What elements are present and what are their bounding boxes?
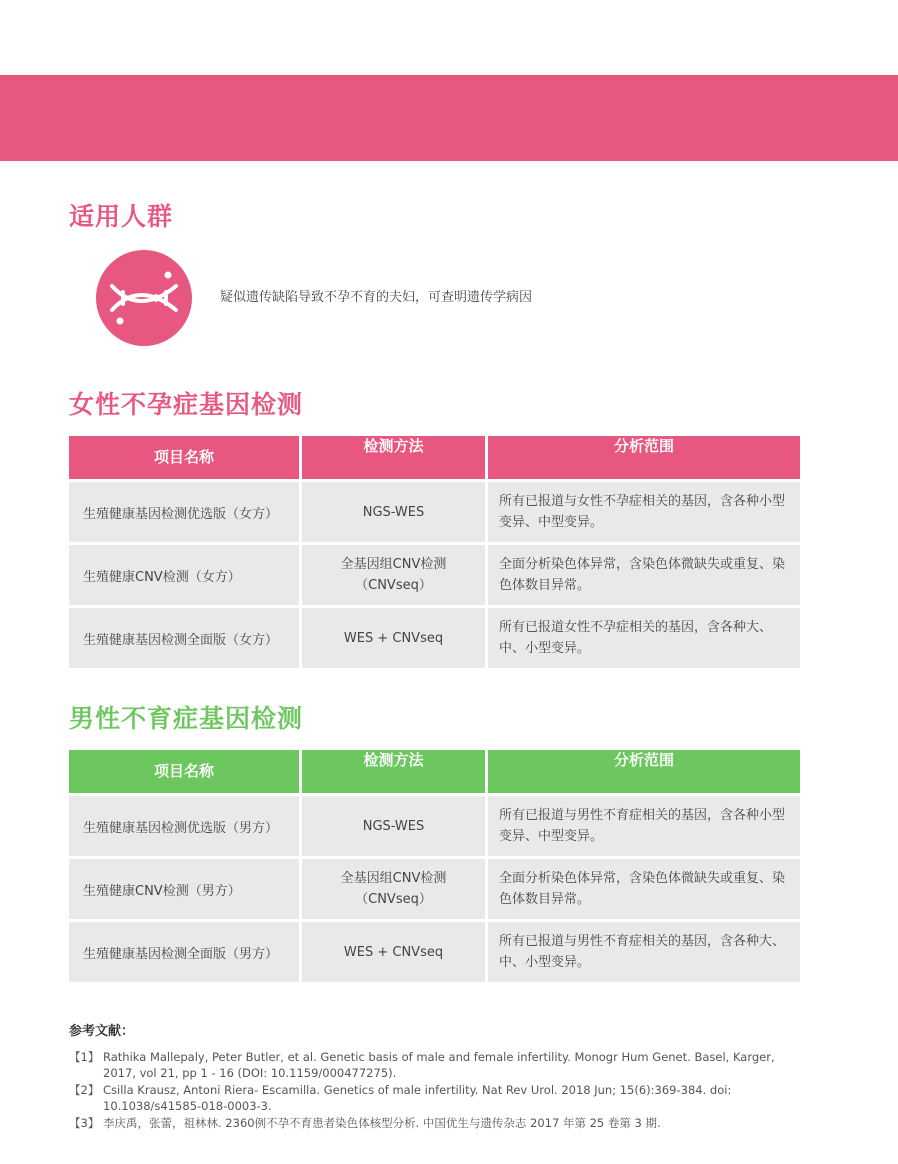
dna-icon (96, 250, 192, 346)
cell-name: 生殖健康基因检测全面版（女方） (69, 608, 299, 668)
cell-name: 生殖健康CNV检测（男方） (69, 859, 299, 919)
table-row (69, 482, 800, 542)
cell-range: 所有已报道与男性不育症相关的基因，含各种小型变异、中型变异。 (488, 796, 800, 856)
reference-item (69, 1082, 809, 1114)
method-line: WES + CNVseq (343, 630, 444, 646)
references-title: 参考文献： (69, 1024, 135, 1039)
audience-title: 适用人群 (69, 202, 174, 231)
reference-number: 【1】 (69, 1050, 100, 1064)
female-section-title: 女性不孕症基因检测 (69, 390, 304, 419)
cell-name: 生殖健康基因检测优选版（男方） (69, 796, 299, 856)
cell-name: 生殖健康基因检测全面版（男方） (69, 922, 299, 982)
cell-range: 所有已报道与女性不孕症相关的基因，含各种小型变异、中型变异。 (488, 482, 800, 542)
reference-text: Csilla Krausz, Antoni Riera- Escamilla. Genetics of male infertility. Nat Rev Urol. 2018 Jun; 15(6):369-384. doi: 10.1038/s41585-018-0003-3. (103, 1083, 732, 1113)
male-table (69, 750, 800, 982)
top-banner (0, 75, 898, 161)
reference-text: Rathika Mallepaly, Peter Butler, et al. Genetic basis of male and female infertility. Monogr Hum Genet. Basel, Karger, 2017, vol 21, pp 1 - 16 (DOI: 10.1159/000477275). (103, 1050, 775, 1080)
reference-item (69, 1049, 809, 1081)
cell-name: 生殖健康CNV检测（女方） (69, 545, 299, 605)
header-range: 分析范围 (488, 436, 800, 479)
table-header (69, 436, 800, 479)
header-range: 分析范围 (488, 750, 800, 793)
header-project-name: 项目名称 (69, 436, 299, 479)
cell-method (302, 922, 485, 982)
table-row (69, 545, 800, 605)
reference-number: 【2】 (69, 1083, 100, 1097)
header-project-name: 项目名称 (69, 750, 299, 793)
method-line-2: （CNVseq） (355, 892, 432, 907)
cell-range: 全面分析染色体异常，含染色体微缺失或重复、染色体数目异常。 (488, 859, 800, 919)
male-section-title: 男性不育症基因检测 (69, 704, 304, 733)
table-row (69, 608, 800, 668)
method-line: NGS-WES (362, 818, 425, 834)
method-line: NGS-WES (362, 504, 425, 520)
cell-method (302, 608, 485, 668)
method-line: 全基因组CNV检测 (340, 557, 447, 572)
audience-block (96, 250, 756, 346)
cell-range: 所有已报道女性不孕症相关的基因，含各种大、中、小型变异。 (488, 608, 800, 668)
female-table (69, 436, 800, 668)
cell-method (302, 859, 485, 919)
reference-text: 李庆禹，张蕾，祖林林. 2360例不孕不育患者染色体核型分析. 中国优生与遗传杂志 2017 年第 25 卷第 3 期. (103, 1116, 661, 1130)
reference-number: 【3】 (69, 1116, 100, 1130)
cell-method (302, 545, 485, 605)
method-line: WES + CNVseq (343, 944, 444, 960)
cell-name: 生殖健康基因检测优选版（女方） (69, 482, 299, 542)
table-row (69, 859, 800, 919)
table-header (69, 750, 800, 793)
header-method: 检测方法 (302, 750, 485, 793)
cell-range: 所有已报道与男性不育症相关的基因，含各种大、中、小型变异。 (488, 922, 800, 982)
references (69, 1020, 809, 1132)
table-row (69, 796, 800, 856)
header-method: 检测方法 (302, 436, 485, 479)
method-line: 全基因组CNV检测 (340, 871, 447, 886)
table-row (69, 922, 800, 982)
reference-item (69, 1115, 809, 1131)
cell-range: 全面分析染色体异常，含染色体微缺失或重复、染色体数目异常。 (488, 545, 800, 605)
method-line-2: （CNVseq） (355, 578, 432, 593)
cell-method (302, 482, 485, 542)
audience-description: 疑似遗传缺陷导致不孕不育的夫妇，可查明遗传学病因 (220, 290, 533, 305)
cell-method (302, 796, 485, 856)
